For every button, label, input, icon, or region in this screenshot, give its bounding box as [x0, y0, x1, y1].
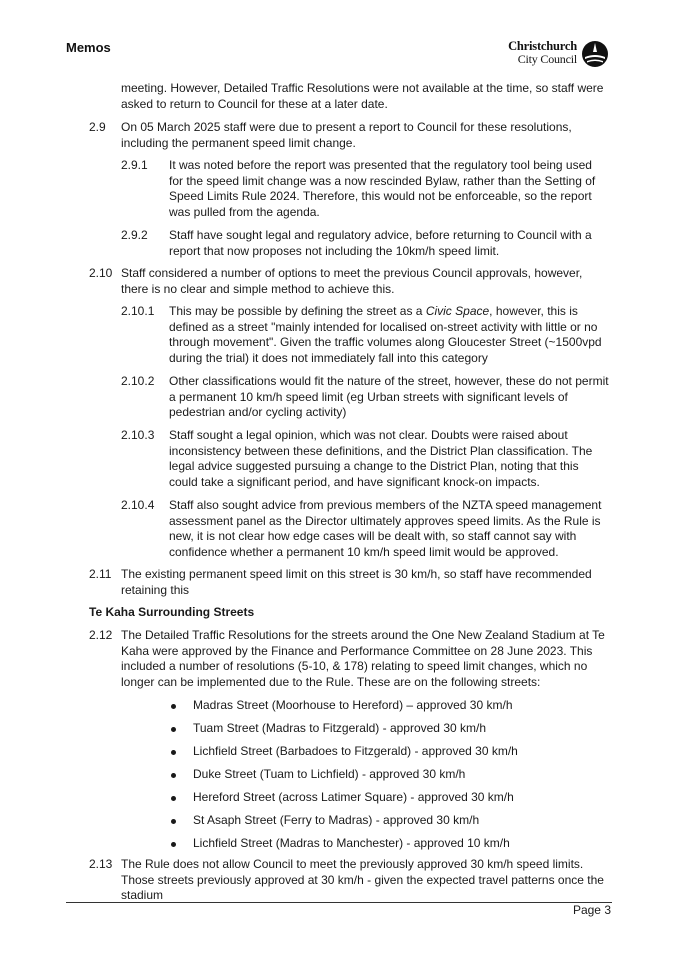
bullet-icon [171, 704, 176, 709]
continuation-paragraph: meeting. However, Detailed Traffic Resolutions were not available at the time, so staff were asked to return to Council for these at a later date. [121, 81, 604, 111]
section-number: 2.13 [89, 857, 113, 871]
paragraph-2-11: The existing permanent speed limit on this street is 30 km/h, so staff have recommended retaining this [121, 567, 592, 597]
section-number: 2.9 [89, 120, 106, 134]
paragraph-2-10-1 [169, 304, 609, 366]
section-number: 2.10.2 [121, 374, 155, 388]
bullet-icon [171, 796, 176, 801]
list-item: Duke Street (Tuam to Lichfield) - approved 30 km/h [193, 767, 466, 781]
paragraph-2-12: The Detailed Traffic Resolutions for the streets around the One New Zealand Stadium at Te Kaha were approved by the Finance and Performance Committee on 28 June 2023. This included a number of resolutions (5-10, & 178) relating to speed limit changes, which no longer can be implemented due to the Rule. These are on the following streets: [121, 628, 605, 689]
section-number: 2.10.1 [121, 304, 155, 318]
bullet-icon [171, 773, 176, 778]
section-number: 2.9.2 [121, 228, 148, 242]
list-item: Tuam Street (Madras to Fitzgerald) - approved 30 km/h [193, 721, 487, 735]
logo-text [508, 40, 577, 66]
paragraph-2-10-2: Other classifications would fit the nature of the street, however, these do not permit a permanent 10 km/h speed limit (eg Urban streets with significant levels of pedestrian and/or cycling activity) [169, 374, 609, 419]
section-number: 2.11 [89, 567, 112, 581]
text-segment: , however, this is defined as a street "mainly intended for localised on-street activity with little or no through movement". Given the traffic volumes along Gloucester Street (~1500vpd during the trial) it does not immediately fall into this category [169, 304, 602, 365]
paragraph-2-10: Staff considered a number of options to meet the previous Council approvals, however, there is no clear and simple method to achieve this. [121, 266, 583, 296]
list-item: Lichfield Street (Madras to Manchester) - approved 10 km/h [193, 836, 510, 850]
bullet-icon [171, 842, 176, 847]
paragraph-2-9-1: It was noted before the report was presented that the regulatory tool being used for the speed limit change was a now rescinded Bylaw, rather than the Setting of Speed Limits Rule 2024. Therefore, this would not be enforceable, so the report was pulled from the agenda. [169, 158, 596, 219]
section-number: 2.10.4 [121, 498, 155, 512]
bullet-icon [171, 819, 176, 824]
section-number: 2.12 [89, 628, 113, 642]
paragraph-2-9: On 05 March 2025 staff were due to present a report to Council for these resolutions, including the permanent speed limit change. [121, 120, 572, 150]
section-heading: Te Kaha Surrounding Streets [89, 605, 255, 619]
footer-divider [66, 902, 612, 903]
council-logo [497, 40, 609, 70]
list-item: Madras Street (Moorhouse to Hereford) – approved 30 km/h [193, 698, 513, 712]
header-title: Memos [66, 40, 111, 55]
cathedral-logo-icon [581, 40, 609, 68]
paragraph-2-13: The Rule does not allow Council to meet the previously approved 30 km/h speed limits. Those streets previously approved at 30 km/h - given the expected travel patterns once the stadium [121, 857, 604, 902]
bullet-icon [171, 727, 176, 732]
logo-line2: City Council [517, 52, 577, 66]
section-number: 2.9.1 [121, 158, 148, 172]
paragraph-2-10-3: Staff sought a legal opinion, which was not clear. Doubts were raised about inconsistency between these definitions, and the District Plan classification. The legal advice suggested pursuing a change to the District Plan, noting that this could take a significant period, and have significant knock-on impacts. [169, 428, 593, 489]
list-item: Lichfield Street (Barbadoes to Fitzgerald) - approved 30 km/h [193, 744, 518, 758]
list-item: Hereford Street (across Latimer Square) - approved 30 km/h [193, 790, 514, 804]
page-number: Page 3 [572, 903, 611, 917]
section-number: 2.10 [89, 266, 113, 280]
civic-space-term: Civic Space [425, 304, 490, 318]
section-number: 2.10.3 [121, 428, 155, 442]
list-item: St Asaph Street (Ferry to Madras) - approved 30 km/h [193, 813, 480, 827]
paragraph-2-9-2: Staff have sought legal and regulatory advice, before returning to Council with a report that now proposes not including the 10km/h speed limit. [169, 228, 592, 258]
logo-line1: Christchurch [508, 39, 577, 53]
bullet-icon [171, 750, 176, 755]
paragraph-2-10-4: Staff also sought advice from previous members of the NZTA speed management assessment panel as the Director ultimately approves speed limits. As the Rule is new, it is not clear how edge cases will be dealt with, so staff cannot say with confidence whether a permanent 10 km/h speed limit would be approved. [169, 498, 602, 559]
text-segment: This may be possible by defining the street as a [169, 304, 426, 318]
